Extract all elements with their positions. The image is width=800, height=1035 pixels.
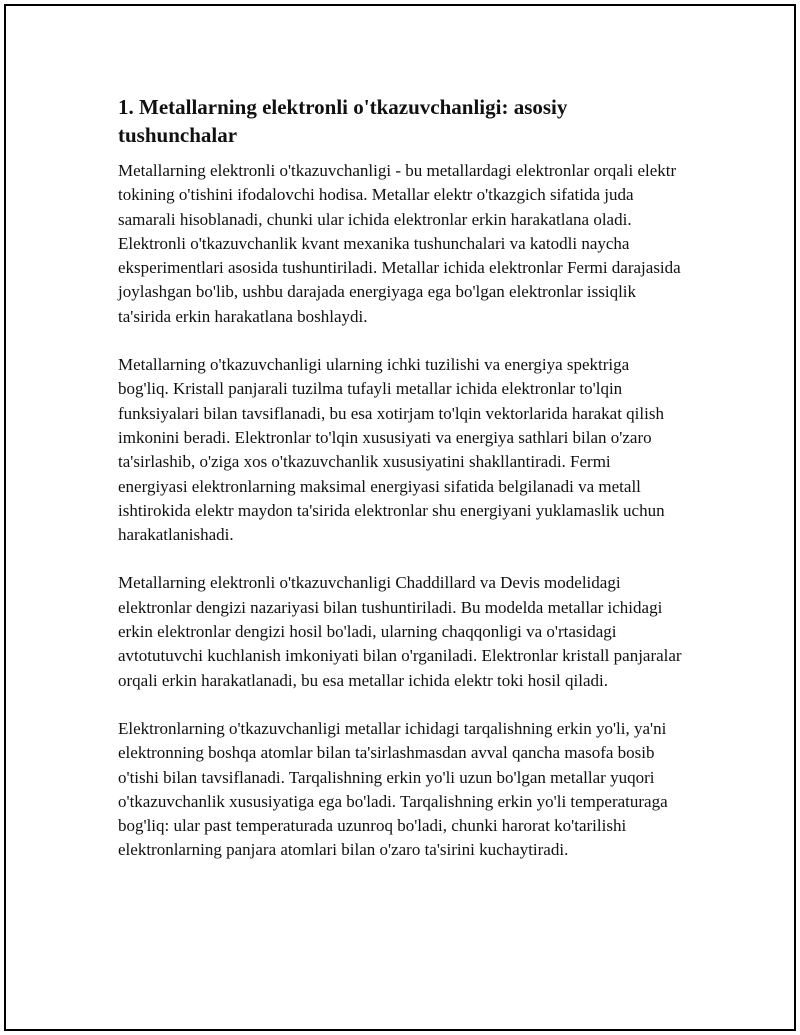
document-body (118, 93, 684, 887)
paragraph-1: Metallarning elektronli o'tkazuvchanligi - bu metallardagi elektronlar orqali elektr tokining o'tishini ifodalovchi hodisa. Metallar elektr o'tkazgich sifatida juda samarali hisoblanadi, chunki ular ichida elektronlar erkin harakatlana oladi. Elektronli o'tkazuvchanlik kvant mexanika tushunchalari va katodli naycha eksperimentlari asosida tushuntiriladi. Metallar ichida elektronlar Fermi darajasida joylashgan bo'lib, ushbu darajada energiyaga ega bo'lgan elektronlar issiqlik ta'sirida erkin harakatlana boshlaydi. (118, 161, 681, 326)
paragraph-2: Metallarning o'tkazuvchanligi ularning ichki tuzilishi va energiya spektriga bog'liq. Kristall panjarali tuzilma tufayli metallar ichida elektronlar to'lqin funksiyalari bilan tavsiflanadi, bu esa xotirjam to'lqin vektorlarida harakat qilish imkonini beradi. Elektronlar to'lqin xususiyati va energiya sathlari bilan o'zaro ta'sirlashib, o'ziga xos o'tkazuvchanlik xususiyatini shakllantiradi. Fermi energiyasi elektronlarning maksimal energiyasi sifatida belgilanadi va metall ishtirokida elektr maydon ta'sirida elektronlar shu energiyani yuklamaslik uchun harakatlanishadi. (118, 355, 665, 545)
paragraph-4: Elektronlarning o'tkazuvchanligi metallar ichidagi tarqalishning erkin yo'li, ya'ni elektronning boshqa atomlar bilan ta'sirlashmasdan avval qancha masofa bosib o'tishi bilan tavsiflanadi. Tarqalishning erkin yo'li uzun bo'lgan metallar yuqori o'tkazuvchanlik xususiyatiga ega bo'ladi. Tarqalishning erkin yo'li temperaturaga bog'liq: ular past temperaturada uzunroq bo'ladi, chunki harorat ko'tarilishi elektronlarning panjara atomlari bilan o'zaro ta'sirini kuchaytiradi. (118, 718, 668, 860)
paragraph-3: Metallarning elektronli o'tkazuvchanligi Chaddillard va Devis modelidagi elektronlar dengizi nazariyasi bilan tushuntiriladi. Bu modelda metallar ichidagi erkin elektronlar dengizi hosil bo'ladi, ularning chaqqonligi va o'rtasidagi avtotutuvchi kuchlanish imkoniyati bilan o'rganiladi. Elektronlar kristall panjaralar orqali erkin harakatlanadi, bu esa metallar ichida elektr toki hosil qiladi. (118, 573, 682, 690)
section-title: 1. Metallarning elektronli o'tkazuvchanligi: asosiy tushunchalar (118, 95, 568, 147)
